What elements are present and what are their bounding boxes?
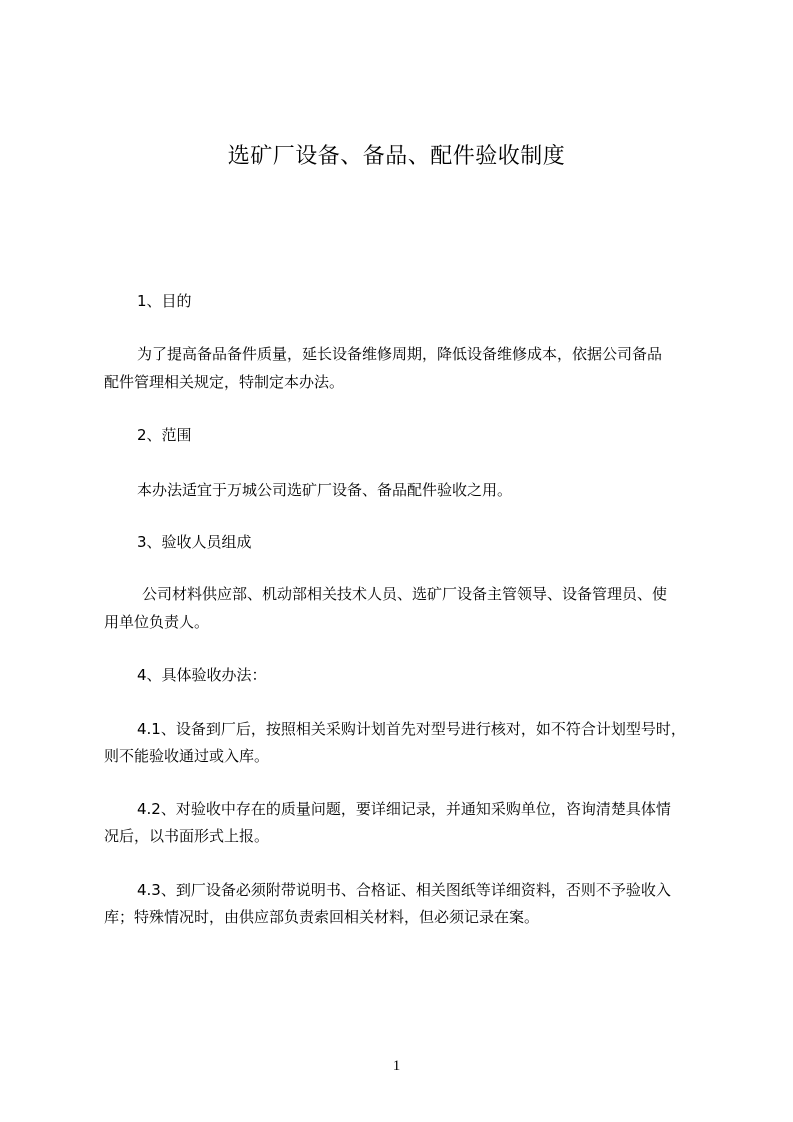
item-4-2-line-1: 4.2、对验收中存在的质量问题，要详细记录，并通知采购单位，咨询清楚具体情 [137, 800, 671, 818]
section-3-paragraph-line-1: 公司材料供应部、机动部相关技术人员、选矿厂设备主管领导、设备管理员、使 [142, 585, 668, 603]
document-title: 选矿厂设备、备品、配件验收制度 [227, 144, 566, 169]
item-4-3-line-2: 库；特殊情况时，由供应部负责索回相关材料，但必须记录在案。 [104, 908, 540, 926]
page-number: 1 [392, 1058, 401, 1074]
section-1-paragraph-line-2: 配件管理相关规定，特制定本办法。 [104, 373, 345, 391]
section-2-paragraph-line-1: 本办法适宜于万城公司选矿厂设备、备品配件验收之用。 [137, 481, 513, 499]
item-4-1-line-1: 4.1、设备到厂后，按照相关采购计划首先对型号进行核对，如不符合计划型号时， [137, 720, 686, 738]
section-4-heading: 4、具体验收办法： [137, 666, 267, 684]
section-3-paragraph-line-2: 用单位负责人。 [104, 613, 210, 631]
section-1-paragraph-line-1: 为了提高备品备件质量，延长设备维修周期，降低设备维修成本，依据公司备品 [137, 345, 663, 363]
item-4-3-line-1: 4.3、到厂设备必须附带说明书、合格证、相关图纸等详细资料，否则不予验收入 [137, 881, 671, 899]
section-3-heading: 3、验收人员组成 [137, 533, 252, 551]
item-4-1-line-2: 则不能验收通过或入库。 [104, 747, 270, 765]
section-1-heading: 1、目的 [137, 292, 192, 310]
section-2-heading: 2、范围 [137, 426, 192, 444]
item-4-2-line-2: 况后，以书面形式上报。 [104, 827, 270, 845]
